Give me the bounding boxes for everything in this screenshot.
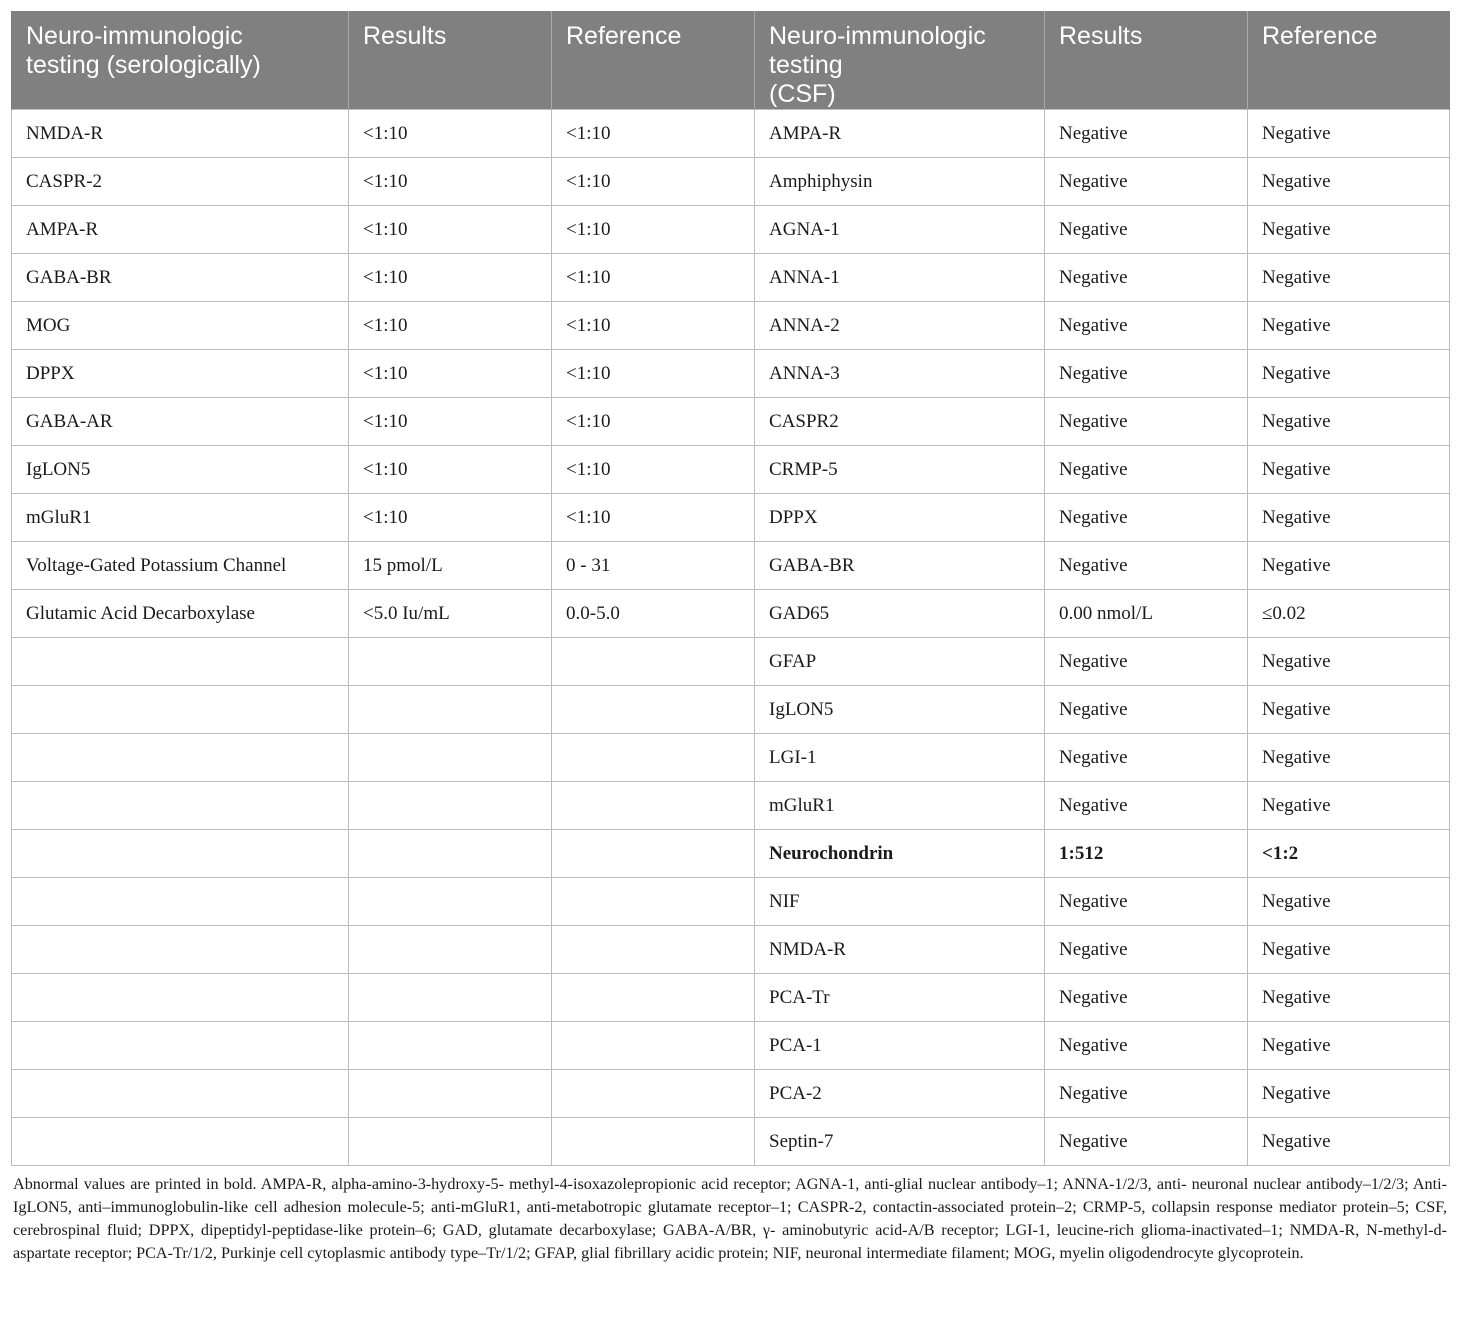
csf-result-cell: Negative [1045, 1070, 1248, 1118]
csf-result-cell: Negative [1045, 1118, 1248, 1166]
serum-reference-cell: <1:10 [552, 350, 755, 398]
csf-test-cell: ANNA-3 [755, 350, 1045, 398]
table-row [12, 350, 1450, 398]
table-row [12, 1022, 1450, 1070]
csf-result-cell: Negative [1045, 398, 1248, 446]
serum-test-cell [12, 734, 349, 782]
csf-test-cell: PCA-1 [755, 1022, 1045, 1070]
serum-result-cell [349, 974, 552, 1022]
header-line: Reference [566, 22, 682, 50]
header-line: testing (serologically) [26, 51, 261, 79]
csf-reference-cell: Negative [1248, 254, 1450, 302]
table-row [12, 542, 1450, 590]
header-serum-test [12, 11, 349, 110]
serum-reference-cell: <1:10 [552, 206, 755, 254]
csf-reference-cell: Negative [1248, 878, 1450, 926]
serum-reference-cell [552, 638, 755, 686]
table-row [12, 398, 1450, 446]
serum-test-cell [12, 878, 349, 926]
serum-reference-cell: 0 - 31 [552, 542, 755, 590]
csf-test-cell: AGNA-1 [755, 206, 1045, 254]
serum-result-cell [349, 830, 552, 878]
csf-reference-cell: ≤0.02 [1248, 590, 1450, 638]
serum-result-cell: <1:10 [349, 110, 552, 158]
serum-result-cell [349, 686, 552, 734]
csf-result-cell: Negative [1045, 494, 1248, 542]
csf-test-cell: NIF [755, 878, 1045, 926]
serum-test-cell: DPPX [12, 350, 349, 398]
header-serum-reference [552, 11, 755, 110]
serum-result-cell [349, 638, 552, 686]
table-row [12, 734, 1450, 782]
csf-test-cell: PCA-Tr [755, 974, 1045, 1022]
serum-test-cell: mGluR1 [12, 494, 349, 542]
serum-reference-cell: <1:10 [552, 446, 755, 494]
serum-result-cell: <5.0 Iu/mL [349, 590, 552, 638]
serum-reference-cell [552, 1022, 755, 1070]
csf-result-cell: Negative [1045, 206, 1248, 254]
csf-reference-cell: Negative [1248, 158, 1450, 206]
header-csf-results [1045, 11, 1248, 110]
header-csf-test [755, 11, 1045, 110]
serum-result-cell [349, 878, 552, 926]
serum-reference-cell: <1:10 [552, 110, 755, 158]
serum-reference-cell [552, 830, 755, 878]
serum-test-cell: GABA-AR [12, 398, 349, 446]
header-row [12, 11, 1450, 110]
serum-reference-cell [552, 878, 755, 926]
serum-reference-cell: <1:10 [552, 302, 755, 350]
table-row [12, 110, 1450, 158]
csf-reference-cell: Negative [1248, 1022, 1450, 1070]
serum-test-cell: GABA-BR [12, 254, 349, 302]
serum-test-cell [12, 782, 349, 830]
csf-result-cell: Negative [1045, 926, 1248, 974]
table-row [12, 830, 1450, 878]
table-row [12, 494, 1450, 542]
serum-test-cell [12, 638, 349, 686]
serum-reference-cell: <1:10 [552, 254, 755, 302]
serum-test-cell: MOG [12, 302, 349, 350]
csf-test-cell: AMPA-R [755, 110, 1045, 158]
csf-result-cell: Negative [1045, 734, 1248, 782]
serum-test-cell [12, 686, 349, 734]
document-page [11, 11, 1449, 1265]
csf-result-cell: Negative [1045, 302, 1248, 350]
table-row [12, 1070, 1450, 1118]
csf-test-cell: ANNA-2 [755, 302, 1045, 350]
csf-result-cell: 0.00 nmol/L [1045, 590, 1248, 638]
csf-reference-cell: Negative [1248, 302, 1450, 350]
serum-test-cell [12, 830, 349, 878]
serum-test-cell [12, 926, 349, 974]
serum-reference-cell: <1:10 [552, 158, 755, 206]
serum-reference-cell [552, 926, 755, 974]
table-row [12, 1118, 1450, 1166]
csf-result-cell: 1:512 [1045, 830, 1248, 878]
csf-result-cell: Negative [1045, 1022, 1248, 1070]
table-footnote: Abnormal values are printed in bold. AMPA-R, alpha-amino-3-hydroxy-5- methyl-4-isoxazolepropionic acid receptor; AGNA-1, anti-glial nuclear antibody–1; ANNA-1/2/3, anti- neuronal nuclear antibody–1/2/3; Anti-IgLON5, anti–immunoglobulin-like cell adhesion molecule-5; anti-mGluR1, anti-metabotropic glutamate receptor–1; CASPR-2, contactin-associated protein–2; CRMP-5, collapsin response mediator protein–5; CSF, cerebrospinal fluid; DPPX, dipeptidyl-peptidase-like protein–6; GAD, glutamate decarboxylase; GABA-A/BR, γ- aminobutyric acid-A/B receptor; LGI-1, leucine-rich glioma-inactivated–1; NMDA-R, N-methyl-d-aspartate receptor; PCA-Tr/1/2, Purkinje cell cytoplasmic antibody type–Tr/1/2; GFAP, glial fibrillary acidic protein; NIF, neuronal intermediate filament; MOG, myelin oligodendrocyte glycoprotein. [13, 1175, 1447, 1262]
csf-test-cell: PCA-2 [755, 1070, 1045, 1118]
csf-result-cell: Negative [1045, 686, 1248, 734]
csf-test-cell: CASPR2 [755, 398, 1045, 446]
csf-reference-cell: Negative [1248, 446, 1450, 494]
csf-test-cell: Septin-7 [755, 1118, 1045, 1166]
serum-result-cell: <1:10 [349, 494, 552, 542]
serum-test-cell: Voltage-Gated Potassium Channel [12, 542, 349, 590]
serum-result-cell [349, 1070, 552, 1118]
table-row [12, 590, 1450, 638]
csf-reference-cell: Negative [1248, 1118, 1450, 1166]
serum-reference-cell: <1:10 [552, 494, 755, 542]
csf-result-cell: Negative [1045, 638, 1248, 686]
table-body [12, 110, 1450, 1166]
serum-test-cell [12, 1022, 349, 1070]
csf-reference-cell: Negative [1248, 110, 1450, 158]
table-row [12, 926, 1450, 974]
csf-test-cell: ANNA-1 [755, 254, 1045, 302]
serum-result-cell: <1:10 [349, 350, 552, 398]
header-serum-results [349, 11, 552, 110]
serum-test-cell [12, 974, 349, 1022]
csf-result-cell: Negative [1045, 158, 1248, 206]
csf-test-cell: GFAP [755, 638, 1045, 686]
serum-reference-cell [552, 1118, 755, 1166]
csf-reference-cell: Negative [1248, 206, 1450, 254]
csf-test-cell: NMDA-R [755, 926, 1045, 974]
header-line: testing [769, 51, 843, 79]
header-line: Neuro-immunologic [769, 22, 986, 50]
csf-result-cell: Negative [1045, 974, 1248, 1022]
serum-reference-cell: 0.0-5.0 [552, 590, 755, 638]
header-line: Results [1059, 22, 1143, 50]
serum-reference-cell: <1:10 [552, 398, 755, 446]
table-row [12, 974, 1450, 1022]
serum-test-cell [12, 1118, 349, 1166]
csf-test-cell: DPPX [755, 494, 1045, 542]
csf-result-cell: Negative [1045, 254, 1248, 302]
table-row [12, 686, 1450, 734]
header-line: Reference [1262, 22, 1378, 50]
serum-reference-cell [552, 734, 755, 782]
serum-reference-cell [552, 1070, 755, 1118]
csf-reference-cell: Negative [1248, 398, 1450, 446]
serum-result-cell: <1:10 [349, 158, 552, 206]
csf-reference-cell: Negative [1248, 1070, 1450, 1118]
serum-reference-cell [552, 782, 755, 830]
csf-result-cell: Negative [1045, 446, 1248, 494]
csf-result-cell: Negative [1045, 110, 1248, 158]
table-row [12, 158, 1450, 206]
header-line: Results [363, 22, 447, 50]
csf-test-cell: Amphiphysin [755, 158, 1045, 206]
serum-result-cell [349, 782, 552, 830]
results-table [11, 11, 1450, 1166]
csf-test-cell: GAD65 [755, 590, 1045, 638]
serum-result-cell: <1:10 [349, 302, 552, 350]
csf-reference-cell: Negative [1248, 686, 1450, 734]
table-row [12, 254, 1450, 302]
csf-test-cell: CRMP-5 [755, 446, 1045, 494]
serum-reference-cell [552, 974, 755, 1022]
csf-result-cell: Negative [1045, 542, 1248, 590]
serum-test-cell: Glutamic Acid Decarboxylase [12, 590, 349, 638]
csf-reference-cell: Negative [1248, 494, 1450, 542]
serum-test-cell: CASPR-2 [12, 158, 349, 206]
table-row [12, 446, 1450, 494]
csf-test-cell: Neurochondrin [755, 830, 1045, 878]
csf-reference-cell: Negative [1248, 638, 1450, 686]
csf-result-cell: Negative [1045, 350, 1248, 398]
csf-test-cell: GABA-BR [755, 542, 1045, 590]
csf-reference-cell: Negative [1248, 734, 1450, 782]
table-row [12, 782, 1450, 830]
csf-test-cell: LGI-1 [755, 734, 1045, 782]
serum-test-cell: IgLON5 [12, 446, 349, 494]
serum-test-cell: NMDA-R [12, 110, 349, 158]
csf-reference-cell: Negative [1248, 542, 1450, 590]
serum-result-cell: 15 pmol/L [349, 542, 552, 590]
csf-result-cell: Negative [1045, 782, 1248, 830]
header-line: (CSF) [769, 80, 836, 108]
csf-test-cell: IgLON5 [755, 686, 1045, 734]
header-line: Neuro-immunologic [26, 22, 243, 50]
csf-reference-cell: <1:2 [1248, 830, 1450, 878]
serum-result-cell [349, 1022, 552, 1070]
csf-test-cell: mGluR1 [755, 782, 1045, 830]
serum-test-cell: AMPA-R [12, 206, 349, 254]
serum-result-cell: <1:10 [349, 446, 552, 494]
csf-result-cell: Negative [1045, 878, 1248, 926]
serum-result-cell: <1:10 [349, 398, 552, 446]
table-header [12, 11, 1450, 110]
serum-result-cell: <1:10 [349, 206, 552, 254]
serum-result-cell [349, 1118, 552, 1166]
table-row [12, 206, 1450, 254]
table-row [12, 878, 1450, 926]
serum-result-cell: <1:10 [349, 254, 552, 302]
csf-reference-cell: Negative [1248, 974, 1450, 1022]
csf-reference-cell: Negative [1248, 350, 1450, 398]
table-row [12, 302, 1450, 350]
serum-result-cell [349, 926, 552, 974]
serum-reference-cell [552, 686, 755, 734]
header-csf-reference [1248, 11, 1450, 110]
table-row [12, 638, 1450, 686]
csf-reference-cell: Negative [1248, 782, 1450, 830]
csf-reference-cell: Negative [1248, 926, 1450, 974]
serum-test-cell [12, 1070, 349, 1118]
serum-result-cell [349, 734, 552, 782]
